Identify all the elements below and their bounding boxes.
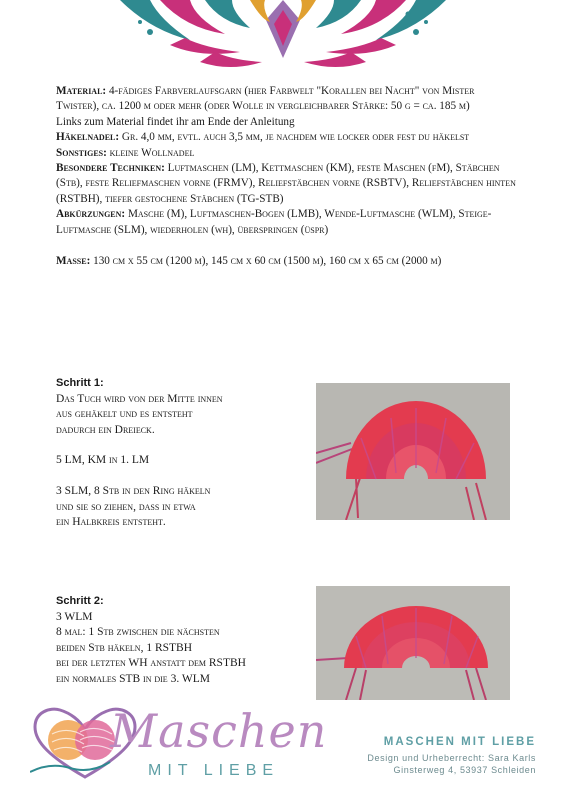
step-1-title: Schritt 1: <box>56 377 104 389</box>
step-1-intro: dadurch ein Dreieck. <box>56 423 155 436</box>
size-label: Masse: <box>56 255 91 268</box>
step-2-instruction: 8 mal: 1 Stb zwischen die nächsten <box>56 626 220 639</box>
material-line <box>56 84 516 115</box>
step-2-instruction: ein normales STB in die 3. WLM <box>56 672 210 685</box>
floral-right-leaves <box>304 0 446 67</box>
step-2-title: Schritt 2: <box>56 595 104 607</box>
step-2-instruction: 3 WLM <box>56 610 93 623</box>
floral-center <box>250 0 316 58</box>
abbreviations-text: Masche (M), Luftmaschen-Bogen (LMB), Wende-Luftmasche (WLM), Steige-Luftmasche (SLM), wiederholen (wh), überspringen (üspr) <box>56 208 492 236</box>
logo-sub-text: MIT LIEBE <box>148 762 280 779</box>
floral-left-leaves <box>120 0 262 67</box>
footer-address-line: Ginsterweg 4, 53937 Schleiden <box>393 765 536 775</box>
step-1-instruction: 5 LM, KM in 1. LM <box>56 454 150 467</box>
techniques-text: Luftmaschen (LM), Kettmaschen (KM), feste Maschen (fM), Stäbchen (Stb), feste Reliefmaschen vorne (FRMV), Reliefstäbchen vorne (RSBTV), Reliefstäbchen hinten (RSTBH), tiefer gestochene Stäbchen (TG-STB) <box>56 162 516 205</box>
step-1-intro: aus gehäkelt und es entsteht <box>56 408 193 421</box>
misc-line <box>56 146 516 161</box>
header-floral-ornament <box>0 0 566 80</box>
footer-copyright-line: Design und Urheberrecht: Sara Karls <box>367 753 536 763</box>
material-text: 4-fädiges Farbverlaufsgarn (hier Farbwelt "Korallen bei Nacht" von Mister Twister), ca. 1200 m oder mehr (oder Wolle in vergleichbarer Stärke: 50 g = ca. 185 m) <box>56 85 475 113</box>
step-1-instruction: und sie so ziehen, dass in etwa <box>56 500 196 513</box>
step-1-instruction: ein Halbkreis entsteht. <box>56 516 166 529</box>
footer-contact <box>367 736 536 776</box>
brand-logo <box>30 700 328 792</box>
techniques-line <box>56 161 516 207</box>
techniques-label: Besondere Techniken: <box>56 162 165 175</box>
footer-brand-name: MASCHEN MIT LIEBE <box>383 736 536 748</box>
step-1-intro: Das Tuch wird von der Mitte innen <box>56 392 223 405</box>
logo-script-text: Maschen <box>110 704 328 758</box>
size-text: 130 cm x 55 cm (1200 m), 145 cm x 60 cm (1500 m), 160 cm x 65 cm (2000 m) <box>93 255 442 268</box>
step-1-photo <box>316 383 510 520</box>
step-2-instruction: beiden Stb häkeln, 1 RSTBH <box>56 641 193 654</box>
links-line: Links zum Material findet ihr am Ende der Anleitung <box>56 115 295 128</box>
needle-label: Häkelnadel: <box>56 131 120 144</box>
needle-line <box>56 130 516 145</box>
misc-label: Sonstiges: <box>56 146 107 159</box>
step-1-section <box>56 376 296 531</box>
abbreviations-line <box>56 207 516 238</box>
crochet-halfcircle-image <box>316 383 510 520</box>
abbreviations-label: Abkürzungen: <box>56 208 126 221</box>
materials-section <box>56 84 516 269</box>
misc-text: kleine Wollnadel <box>109 146 195 159</box>
step-2-section <box>56 594 296 688</box>
step-2-instruction: bei der letzten WH anstatt dem RSTBH <box>56 657 246 670</box>
crochet-halfcircle-image <box>316 586 510 700</box>
needle-text: Gr. 4,0 mm, evtl. auch 3,5 mm, je nachdem wie locker oder fest du häkelst <box>121 131 470 144</box>
size-line <box>56 254 516 269</box>
step-2-photo <box>316 586 510 700</box>
step-1-instruction: 3 SLM, 8 Stb in den Ring häkeln <box>56 484 211 497</box>
material-label: Material: <box>56 85 107 97</box>
